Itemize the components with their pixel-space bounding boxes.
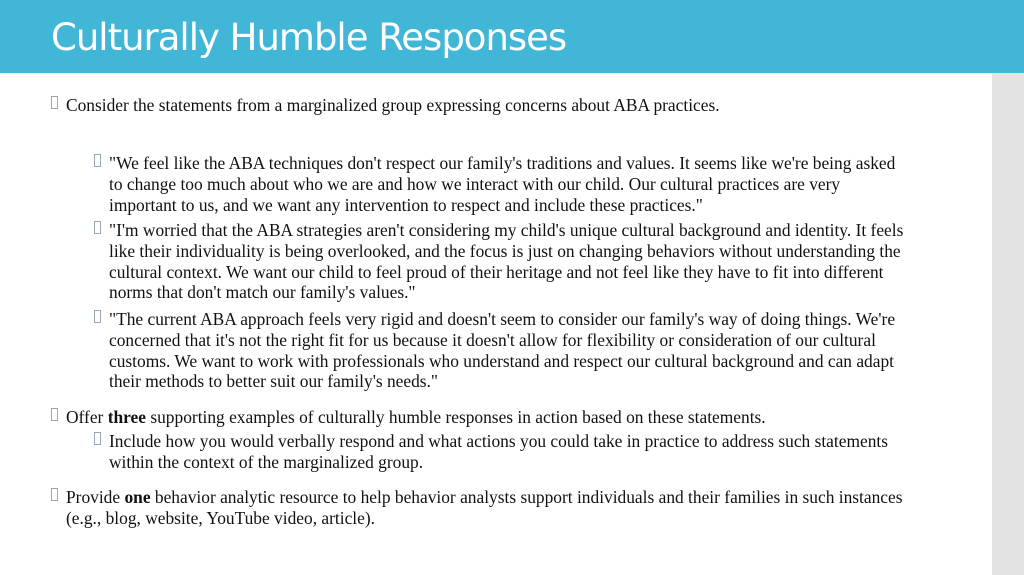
quote-traditions [109,153,909,215]
bullet-emphasis: one [124,487,151,507]
square-bullet-icon [94,310,101,323]
bullet-provide [66,487,926,529]
quote-rigid [109,309,909,392]
bullet-text: Consider the statements from a marginalized group expressing concerns about ABA practices. [66,95,720,115]
bullet-emphasis: three [107,407,146,427]
square-bullet-icon [51,408,58,421]
bullet-text-post: behavior analytic resource to help behavior analysts support individuals and their families in such instances (e.g., blog, website, YouTube video, article). [66,487,903,528]
square-bullet-icon [94,154,101,167]
square-bullet-icon [51,96,58,109]
right-scroll-strip [992,73,1024,575]
bullet-consider [66,95,826,116]
bullet-text: Include how you would verbally respond and what actions you could take in practice to address such statements within the context of the marginalized group. [109,431,888,472]
quote-text: "I'm worried that the ABA strategies aren't considering my child's unique cultural background and identity. It feels like their individuality is being overlooked, and the focus is just on changing behaviors without understanding the cultural context. We want our child to feel proud of their heritage and not feel like they have to fit into different norms that don't match our family's values." [109,220,904,303]
square-bullet-icon [94,432,101,445]
bullet-text-post: supporting examples of culturally humble responses in action based on these statements. [146,407,766,427]
bullet-text-pre: Offer [66,407,108,427]
slide-title: Culturally Humble Responses [51,16,567,59]
bullet-text-pre: Provide [66,487,125,507]
quote-text: "We feel like the ABA techniques don't respect our family's traditions and values. It seems like we're being asked to change too much about who we are and how we interact with our child. Our cultural practices are very important to us, and we want any intervention to respect and include these practices." [109,153,896,215]
sub-bullet-include [109,431,899,473]
square-bullet-icon [94,221,101,234]
quote-text: "The current ABA approach feels very rigid and doesn't seem to consider our family's way of doing things. We're concerned that it's not the right fit for us because it doesn't allow for flexibility or consideration of our cultural customs. We want to work with professionals who understand and respect our cultural background and can adapt their methods to better suit our family's needs." [109,309,896,392]
square-bullet-icon [51,488,58,501]
quote-identity [109,220,924,303]
bullet-offer [66,407,866,428]
